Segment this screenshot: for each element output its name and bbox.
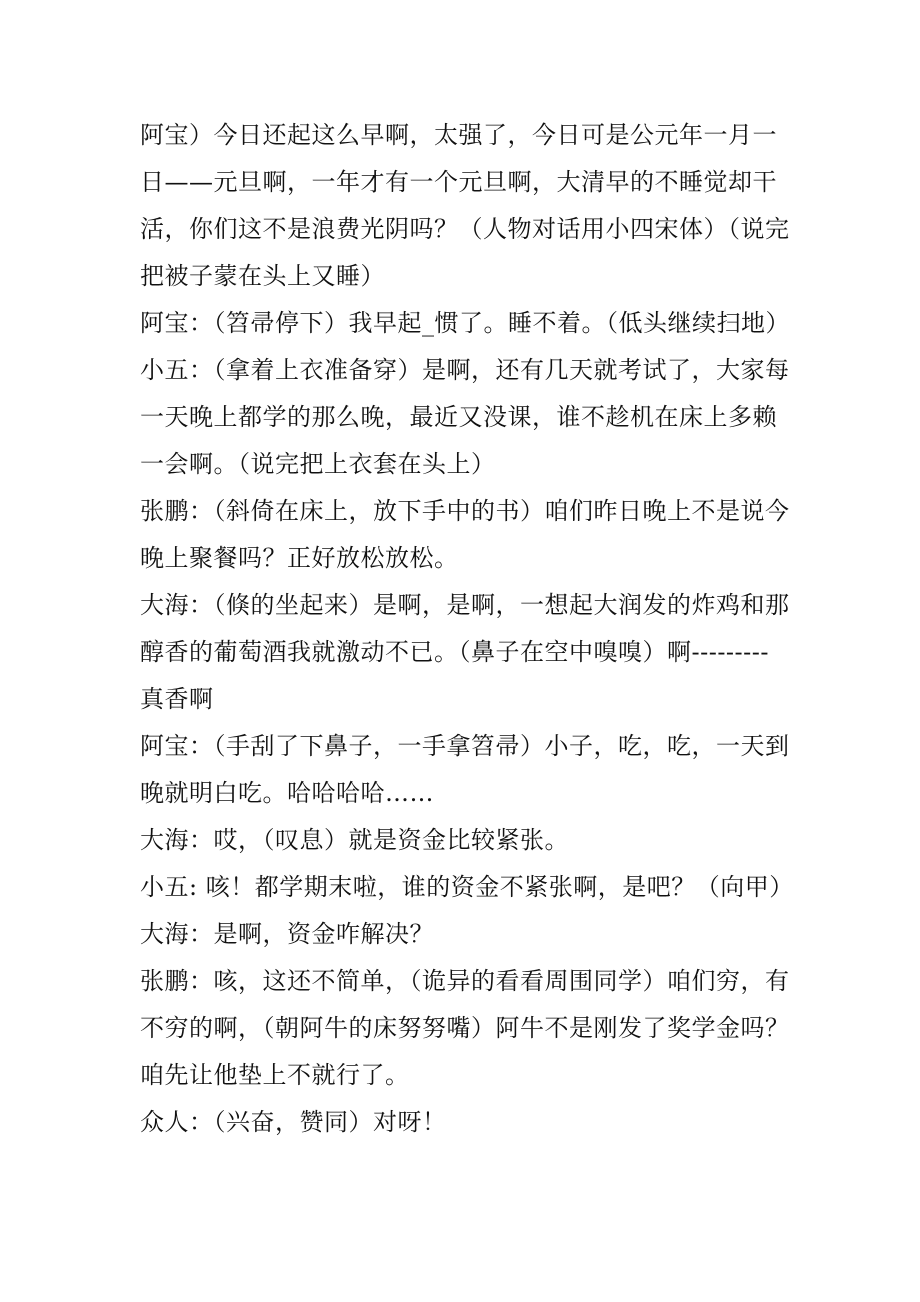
dialogue-paragraph-6: 阿宝：（手刮了下鼻子，一手拿笤帚）小子，吃，吃，一天到晚就明白吃。哈哈哈哈…… (140, 732, 790, 807)
dialogue-paragraph-7: 大海：哎，（叹息）就是资金比较紧张。 (140, 826, 569, 854)
dialogue-paragraph-5: 大海：（倏的坐起来）是啊，是啊，一想起大润发的炸鸡和那醇香的葡萄酒我就激动不已。（鼻子在空中嗅嗅）啊---------真香啊 (140, 591, 790, 713)
dialogue-paragraph-2: 阿宝：（笤帚停下）我早起_惯了。睡不着。（低头继续扫地） (140, 309, 790, 337)
dialogue-paragraph-4: 张鹏：（斜倚在床上，放下手中的书）咱们昨日晚上不是说今晚上聚餐吗？正好放松放松。 (140, 497, 790, 572)
dialogue-paragraph-1: 阿宝）今日还起这么早啊，太强了，今日可是公元年一月一日——元旦啊，一年才有一个元旦啊，大清早的不睡觉却干活，你们这不是浪费光阴吗？（人物对话用小四宋体）（说完把被子蒙在头上又睡） (140, 121, 790, 290)
dialogue-paragraph-3: 小五：（拿着上衣准备穿）是啊，还有几天就考试了，大家每一天晚上都学的那么晚，最近又没课，谁不趁机在床上多赖一会啊。（说完把上衣套在头上） (140, 356, 790, 478)
script-body (140, 112, 794, 1146)
dialogue-paragraph-9: 大海：是啊，资金咋解决？ (140, 920, 434, 948)
dialogue-paragraph-8: 小五: 咳！都学期末啦，谁的资金不紧张啊，是吧？（向甲） (140, 873, 794, 901)
dialogue-paragraph-10: 张鹏：咳，这还不简单，（诡异的看看周围同学）咱们穷，有不穷的啊，（朝阿牛的床努努嘴）阿牛不是刚发了奖学金吗？咱先让他垫上不就行了。 (140, 967, 790, 1089)
dialogue-paragraph-11: 众人：（兴奋，赞同）对呀！ (140, 1108, 447, 1136)
